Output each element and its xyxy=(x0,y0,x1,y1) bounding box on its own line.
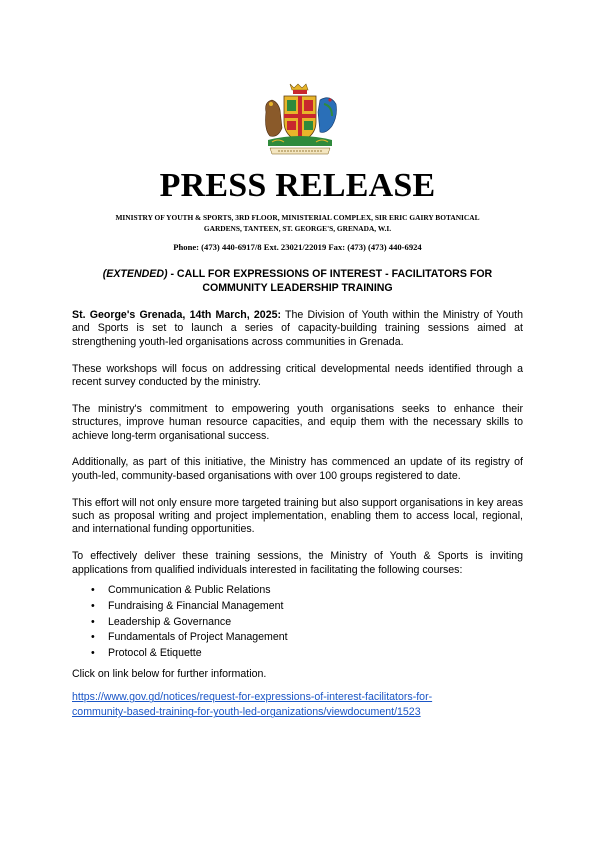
address-line-1: MINISTRY OF YOUTH & SPORTS, 3RD FLOOR, MINISTERIAL COMPLEX, SIR ERIC GAIRY BOTANICAL xyxy=(115,213,480,222)
list-item xyxy=(72,615,523,631)
further-info-link[interactable] xyxy=(72,690,523,720)
link-line-1: https://www.gov.gd/notices/request-for-expressions-of-interest-facilitators-for- xyxy=(72,691,433,704)
course-label: Fundamentals of Project Management xyxy=(108,631,288,644)
paragraph-3: The ministry's commitment to empowering youth organisations seeks to enhance their structures, improve human resource capacities, and equip them with the necessary skills to achieve long-term organisational success. xyxy=(72,402,523,442)
course-label: Leadership & Governance xyxy=(108,615,232,628)
course-label: Communication & Public Relations xyxy=(108,584,271,597)
list-item xyxy=(72,599,523,615)
bullet-icon: • xyxy=(91,647,95,660)
address-line-2: GARDENS, TANTEEN, ST. GEORGE'S, GRENADA, W.I. xyxy=(203,224,392,233)
bullet-icon: • xyxy=(91,584,95,597)
link-line-2: community-based-training-for-youth-led-organizations/viewdocument/1523 xyxy=(72,706,421,719)
course-label: Fundraising & Financial Management xyxy=(108,599,284,612)
paragraph-4: Additionally, as part of this initiative, the Ministry has commenced an update of its registry of youth-led, community-based organisations with over 100 groups registered to date. xyxy=(72,456,523,482)
dateline: St. George's Grenada, 14th March, 2025: xyxy=(72,309,281,321)
grenada-coat-of-arms-icon xyxy=(258,82,342,158)
ministry-address xyxy=(70,212,525,234)
further-info-text: Click on link below for further information. xyxy=(72,668,267,681)
courses-list xyxy=(72,583,523,662)
paragraph-1 xyxy=(72,309,523,349)
phone-fax-line: Phone: (473) 440-6917/8 Ext. 23021/22019 Fax: (473) (473) 440-6924 xyxy=(173,242,422,252)
page-title: PRESS RELEASE xyxy=(159,167,436,204)
paragraph-5: This effort will not only ensure more targeted training but also support organisations in key areas such as proposal writing and project implementation, enabling them to access local, regional, and international funding opportunities. xyxy=(72,496,523,536)
course-label: Protocol & Etiquette xyxy=(108,647,202,660)
press-release-headline xyxy=(72,267,523,295)
bullet-icon: • xyxy=(91,599,95,612)
paragraph-1-text: The Division of Youth within the Ministry of Youth and Sports is set to launch a series of capacity-building training sessions aimed at strengthening youth-led organisations across communities in Grenada. xyxy=(72,309,523,348)
list-item xyxy=(72,646,523,662)
headline-text: - CALL FOR EXPRESSIONS OF INTEREST - FACILITATORS FOR COMMUNITY LEADERSHIP TRAINING xyxy=(167,268,493,294)
paragraph-6: To effectively deliver these training sessions, the Ministry of Youth & Sports is inviting applications from qualified individuals interested in facilitating the following courses: xyxy=(72,550,523,576)
headline-extended-tag: (EXTENDED) xyxy=(102,268,168,280)
list-item xyxy=(72,583,523,599)
paragraph-2: These workshops will focus on addressing critical developmental needs identified through a recent survey conducted by the ministry. xyxy=(72,362,523,389)
bullet-icon: • xyxy=(91,631,95,644)
press-release-body xyxy=(72,309,523,720)
list-item xyxy=(72,630,523,646)
bullet-icon: • xyxy=(91,615,95,628)
